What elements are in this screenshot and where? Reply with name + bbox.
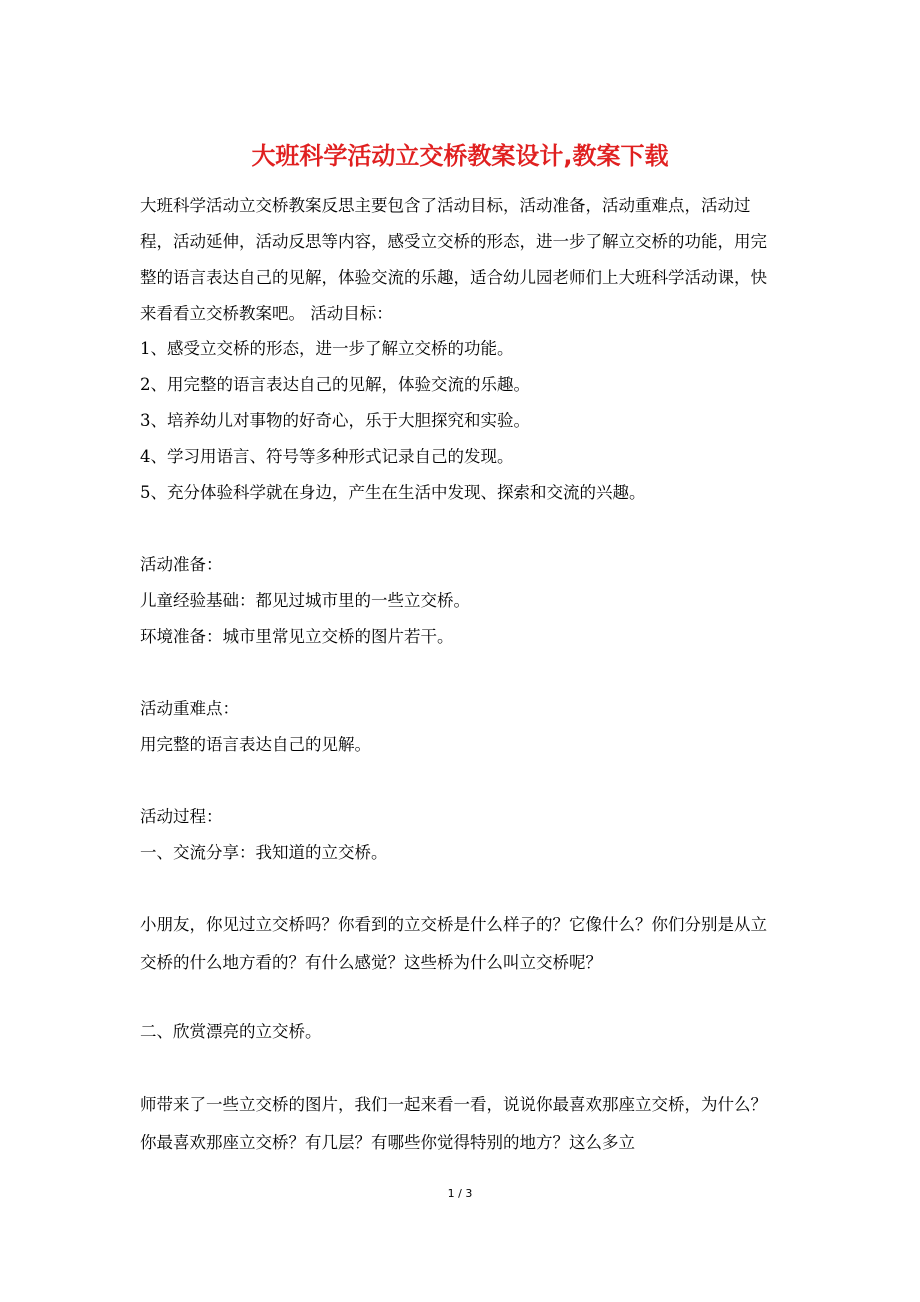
document-title: 大班科学活动立交桥教案设计,教案下载	[251, 142, 669, 170]
key-heading: 活动重难点：	[140, 699, 239, 718]
prep-heading: 活动准备：	[140, 555, 223, 574]
step-1-heading: 一、交流分享：我知道的立交桥。	[140, 843, 388, 862]
page-number: 1 / 3	[447, 1187, 473, 1200]
goal-item-5: 5、充分体验科学就在身边，产生在生活中发现、探索和交流的兴趣。	[140, 483, 646, 502]
prep-item-experience: 儿童经验基础：都见过城市里的一些立交桥。	[140, 591, 470, 610]
prep-item-environment: 环境准备：城市里常见立交桥的图片若干。	[140, 627, 454, 646]
key-text: 用完整的语言表达自己的见解。	[140, 735, 371, 754]
step-2-paragraph: 师带来了一些立交桥的图片，我们一起来看一看，说说你最喜欢那座立交桥，为什么？你最喜欢那座立交桥？有几层？有哪些你觉得特别的地方？这么多立	[140, 1095, 767, 1152]
goal-item-2: 2、用完整的语言表达自己的见解，体验交流的乐趣。	[140, 375, 530, 394]
step-2-heading: 二、欣赏漂亮的立交桥。	[140, 1022, 322, 1041]
process-heading: 活动过程：	[140, 807, 223, 826]
goal-item-3: 3、培养幼儿对事物的好奇心，乐于大胆探究和实验。	[140, 411, 530, 430]
intro-paragraph: 大班科学活动立交桥教案反思主要包含了活动目标，活动准备，活动重难点，活动过程，活动延伸，活动反思等内容，感受立交桥的形态，进一步了解立交桥的功能，用完整的语言表达自己的见解，体验交流的乐趣，适合幼儿园老师们上大班科学活动课，快来看看立交桥教案吧。 活动目标：	[140, 196, 767, 323]
goal-item-4: 4、学习用语言、符号等多种形式记录自己的发现。	[140, 447, 514, 466]
step-1-paragraph: 小朋友，你见过立交桥吗？你看到的立交桥是什么样子的？它像什么？你们分别是从立交桥的什么地方看的？有什么感觉？这些桥为什么叫立交桥呢？	[140, 915, 767, 972]
goal-item-1: 1、感受立交桥的形态，进一步了解立交桥的功能。	[140, 339, 514, 358]
